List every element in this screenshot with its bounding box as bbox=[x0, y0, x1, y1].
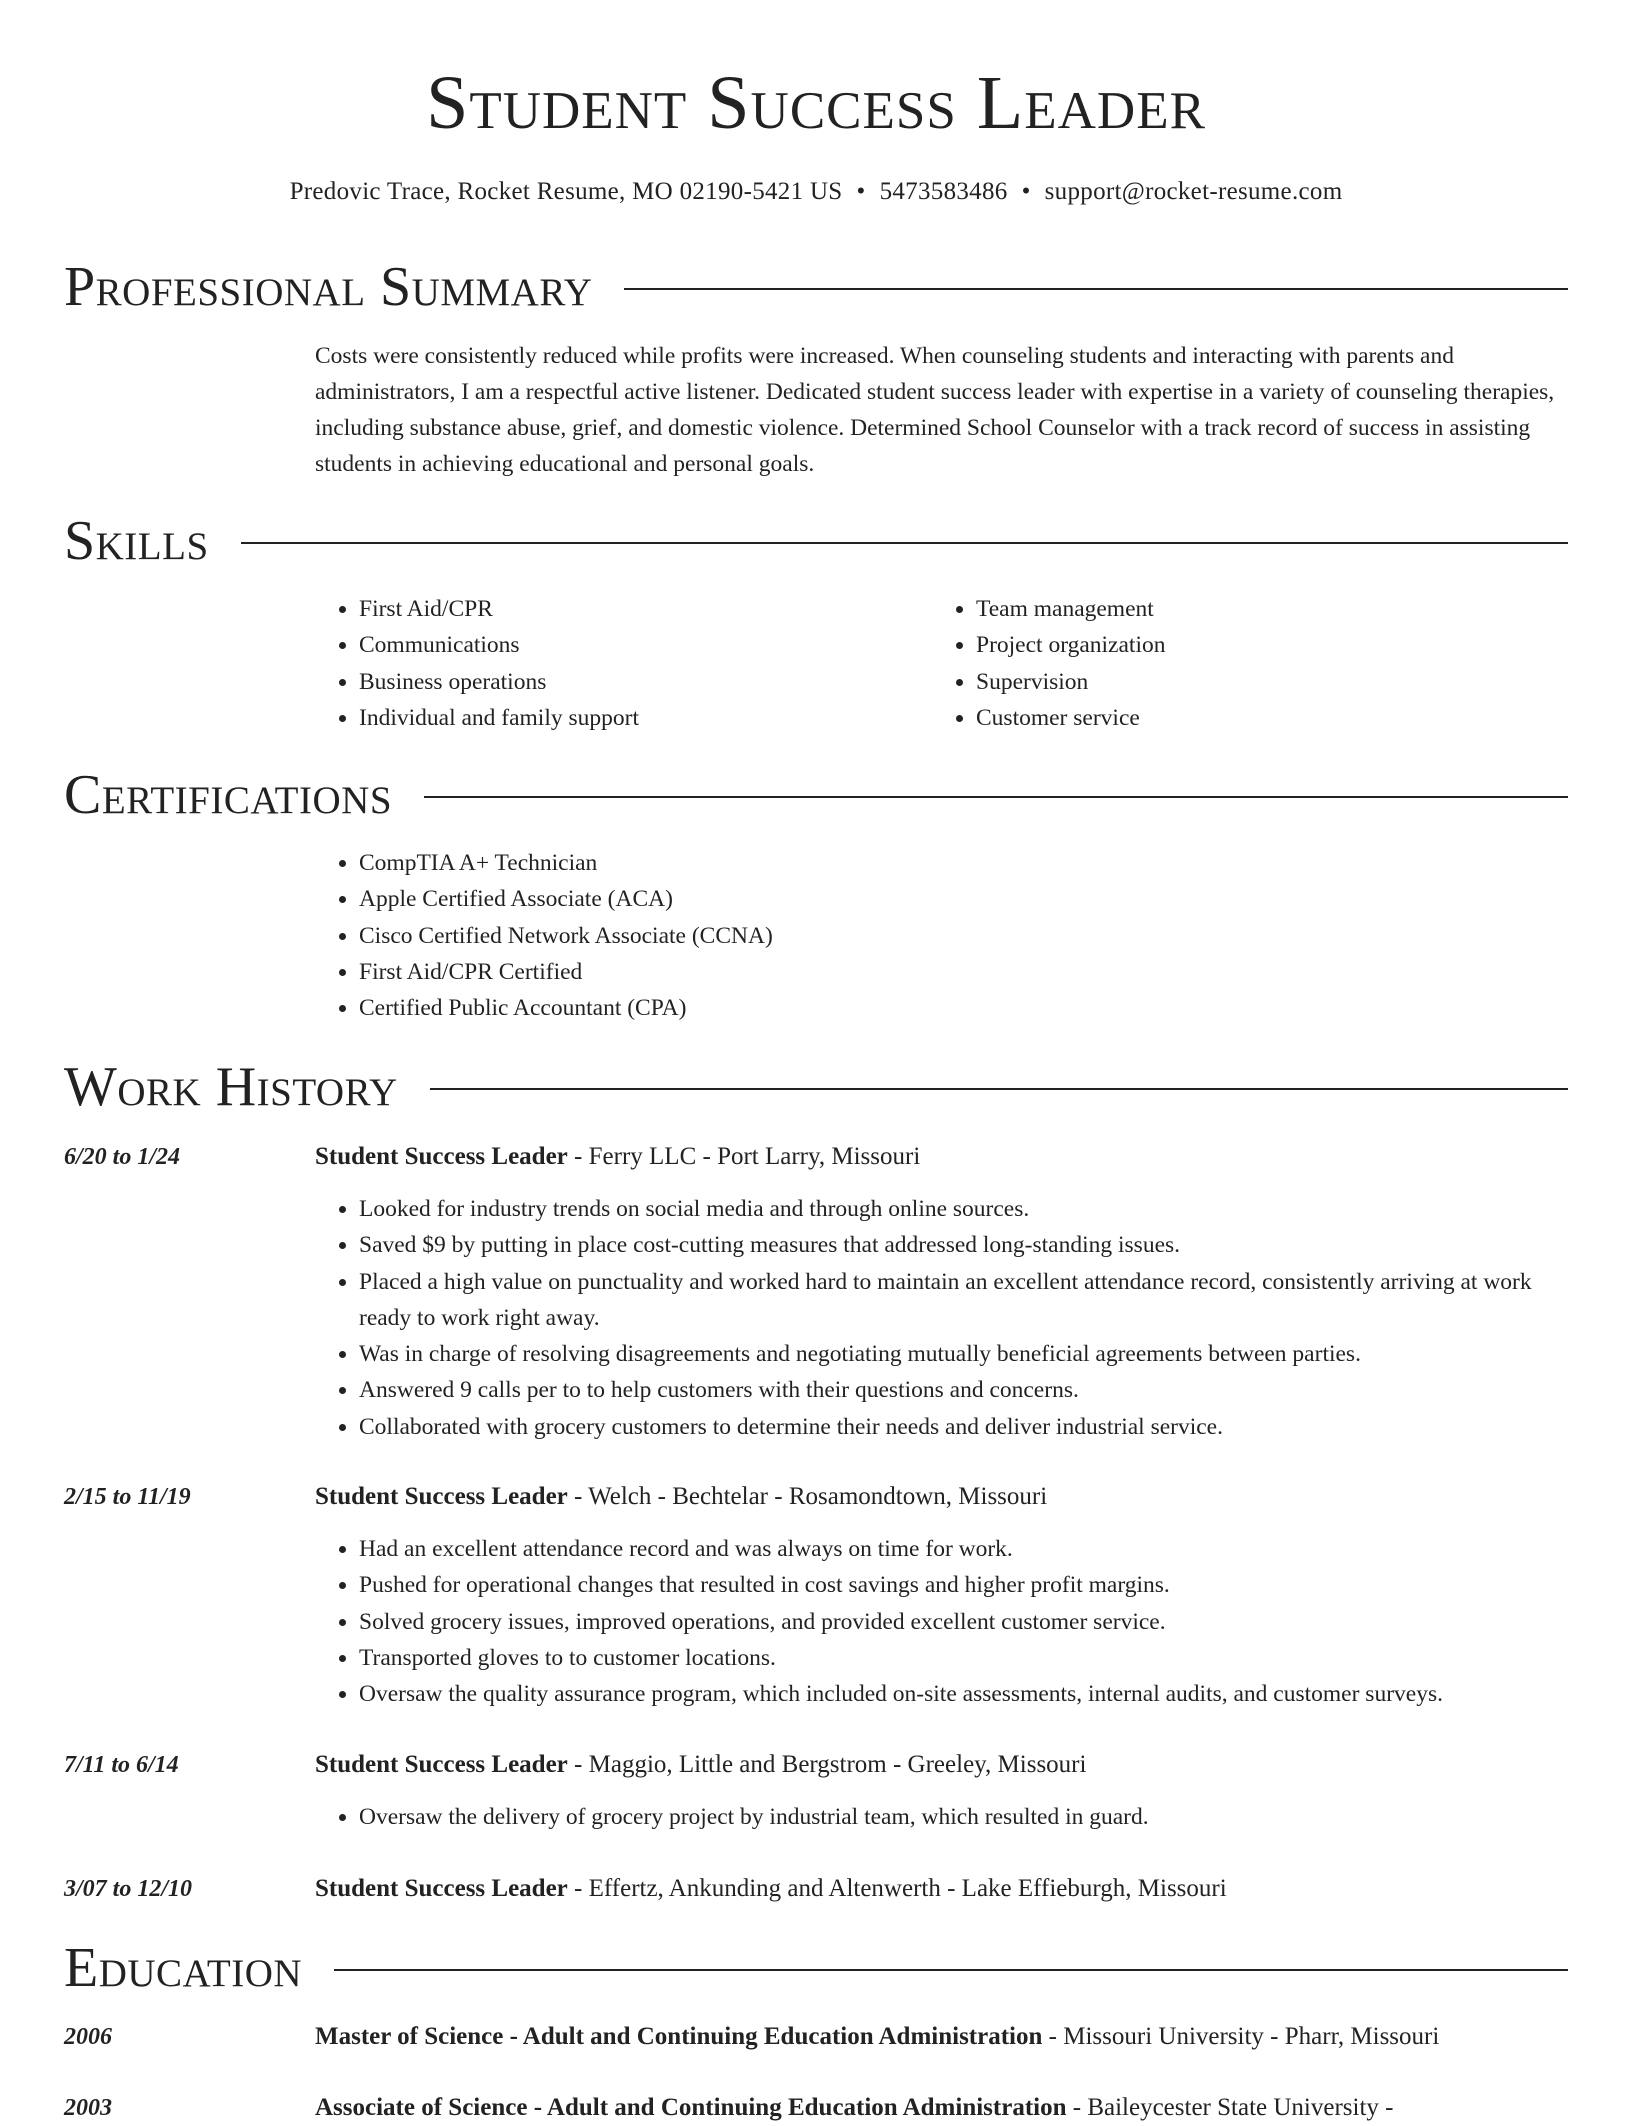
education-title-line bbox=[315, 2090, 1568, 2126]
certification-item: • First Aid/CPR Certified bbox=[359, 954, 773, 990]
section-header-education bbox=[64, 1936, 1568, 2000]
job-bullet: • Looked for industry trends on social media and through online sources. bbox=[359, 1191, 1568, 1227]
contact-line bbox=[0, 176, 1632, 208]
job-bullets bbox=[315, 1191, 1568, 1445]
job-dates: 2/15 to 11/19 bbox=[64, 1484, 191, 1510]
section-title-education: Education bbox=[64, 1937, 303, 1999]
education-school: - Missouri University - Pharr, Missouri bbox=[1042, 2023, 1440, 2050]
education-degree: Master of Science - Adult and Continuing Education Administration bbox=[315, 2023, 1043, 2050]
job-title: Student Success Leader bbox=[315, 1875, 568, 1902]
skills-column-left bbox=[315, 591, 639, 736]
skill-item: • Project organization bbox=[976, 627, 1165, 663]
education-school: - Baileycester State University - bbox=[1066, 2094, 1394, 2121]
job-bullet: • Solved grocery issues, improved operations, and provided excellent customer service. bbox=[359, 1604, 1568, 1640]
contact-phone: 5473583486 bbox=[879, 178, 1008, 205]
certifications-list bbox=[315, 845, 773, 1026]
job-bullet: • Placed a high value on punctuality and worked hard to maintain an excellent attendance record, consistently arriving at work ready to work right away. bbox=[359, 1264, 1568, 1337]
section-divider bbox=[334, 1969, 1568, 1971]
job-bullets bbox=[315, 1531, 1568, 1712]
section-header-work-history bbox=[64, 1055, 1568, 1119]
job-dates: 7/11 to 6/14 bbox=[64, 1752, 179, 1778]
job-employer: - Maggio, Little and Bergstrom - Greeley, Missouri bbox=[567, 1751, 1087, 1778]
summary-text: Costs were consistently reduced while profits were increased. When counseling students and interacting with parents and administrators, I am a respectful active listener. Dedicated student success leader with expertise in a variety of counseling therapies, including substance abuse, grief, and domestic violence. Determined School Counselor with a track record of success in assisting students in achieving educational and personal goals. bbox=[315, 343, 1555, 477]
section-title-certifications: Certifications bbox=[64, 764, 393, 826]
job-bullet: • Transported gloves to to customer locations. bbox=[359, 1640, 1568, 1676]
contact-address: Predovic Trace, Rocket Resume, MO 02190-5421 US bbox=[289, 178, 843, 205]
skill-item: • Communications bbox=[359, 627, 639, 663]
section-header-certifications bbox=[64, 763, 1568, 827]
job-employer: - Welch - Bechtelar - Rosamondtown, Missouri bbox=[567, 1483, 1048, 1510]
section-divider bbox=[424, 796, 1568, 798]
contact-separator: • bbox=[1021, 178, 1031, 205]
section-divider bbox=[430, 1088, 1568, 1090]
job-bullet: • Saved $9 by putting in place cost-cutting measures that addressed long-standing issues. bbox=[359, 1227, 1568, 1263]
job-dates: 3/07 to 12/10 bbox=[64, 1876, 193, 1902]
skills-column-right bbox=[932, 591, 1165, 736]
job-bullet: • Answered 9 calls per to to help customers with their questions and concerns. bbox=[359, 1372, 1568, 1408]
resume-name: Student Success Leader bbox=[426, 61, 1206, 145]
education-degree: Associate of Science - Adult and Continuing Education Administration bbox=[315, 2094, 1067, 2121]
certification-item: • Certified Public Accountant (CPA) bbox=[359, 990, 773, 1026]
section-header-summary bbox=[64, 255, 1568, 319]
certification-item: • Apple Certified Associate (ACA) bbox=[359, 881, 773, 917]
certification-item: • CompTIA A+ Technician bbox=[359, 845, 773, 881]
job-title: Student Success Leader bbox=[315, 1751, 568, 1778]
section-title-skills: Skills bbox=[64, 510, 209, 572]
job-title: Student Success Leader bbox=[315, 1143, 568, 1170]
skill-item: • Team management bbox=[976, 591, 1165, 627]
job-title-line bbox=[315, 1871, 1568, 1907]
contact-separator: • bbox=[856, 178, 866, 205]
job-bullet: • Oversaw the delivery of grocery project by industrial team, which resulted in guard. bbox=[359, 1799, 1568, 1835]
job-dates: 6/20 to 1/24 bbox=[64, 1144, 181, 1170]
education-year: 2006 bbox=[64, 2024, 112, 2050]
section-title-work-history: Work History bbox=[64, 1056, 398, 1118]
skill-item: • Supervision bbox=[976, 664, 1165, 700]
skill-item: • First Aid/CPR bbox=[359, 591, 639, 627]
section-title-summary: Professional Summary bbox=[64, 256, 593, 318]
job-employer: - Effertz, Ankunding and Altenwerth - Lake Effieburgh, Missouri bbox=[567, 1875, 1227, 1902]
section-divider bbox=[624, 288, 1568, 290]
section-header-skills bbox=[64, 509, 1568, 573]
education-title-line bbox=[315, 2019, 1568, 2055]
job-bullets bbox=[315, 1799, 1568, 1835]
job-bullet: • Oversaw the quality assurance program, which included on-site assessments, internal audits, and customer surveys. bbox=[359, 1676, 1568, 1712]
job-employer: - Ferry LLC - Port Larry, Missouri bbox=[567, 1143, 921, 1170]
job-bullet: • Had an excellent attendance record and was always on time for work. bbox=[359, 1531, 1568, 1567]
section-divider bbox=[241, 542, 1568, 544]
job-bullet: • Collaborated with grocery customers to determine their needs and deliver industrial service. bbox=[359, 1409, 1568, 1445]
job-title: Student Success Leader bbox=[315, 1483, 568, 1510]
education-year: 2003 bbox=[64, 2095, 112, 2121]
skill-item: • Individual and family support bbox=[359, 700, 639, 736]
skill-item: • Business operations bbox=[359, 664, 639, 700]
contact-email: support@rocket-resume.com bbox=[1044, 178, 1343, 205]
skill-item: • Customer service bbox=[976, 700, 1165, 736]
job-title-line bbox=[315, 1139, 1568, 1175]
job-bullet: • Was in charge of resolving disagreements and negotiating mutually beneficial agreements between parties. bbox=[359, 1336, 1568, 1372]
job-title-line bbox=[315, 1479, 1568, 1515]
certification-item: • Cisco Certified Network Associate (CCNA) bbox=[359, 918, 773, 954]
job-bullet: • Pushed for operational changes that resulted in cost savings and higher profit margins. bbox=[359, 1567, 1568, 1603]
job-title-line bbox=[315, 1747, 1568, 1783]
